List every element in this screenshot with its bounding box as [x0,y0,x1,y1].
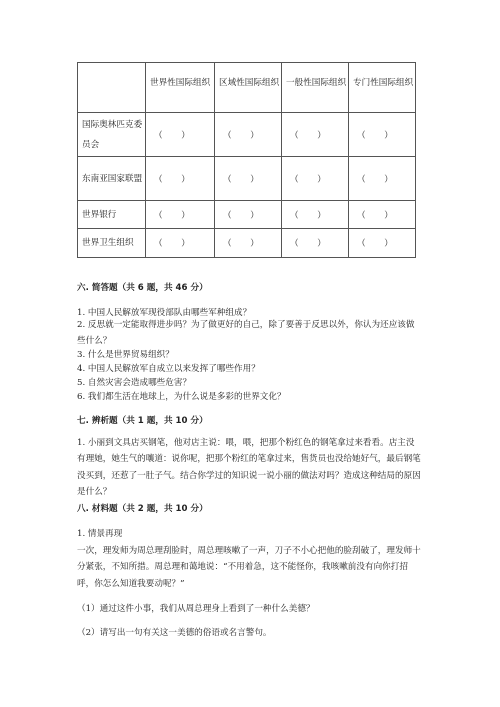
table-header-general: 一般性国际组织 [282,63,349,113]
question-item: 5. 自然灾害会造成哪些危害？ [77,378,192,388]
question-item: （1）通过这件小事，我们从周总理身上看到了一种什么美德？ [77,604,315,614]
question-item: 4. 中国人民解放军自成立以来发挥了哪些作用？ [77,364,260,374]
row-name: 国际奥林匹克委员会 [78,113,146,157]
answer-blank[interactable]: （ ） [282,113,349,157]
table-header-empty [78,63,146,113]
table-row [78,229,416,258]
question-item: 1. 小丽到文具店买钢笔，他对店主说：喂，喂，把那个粉红色的钢笔拿过来看看。店主没有理她，她生气的嚷道：说你呢，把那个粉红的笔拿过来，售货员也没给她好气，最后钢笔没买到，还惹了一肚子气。结合你学过的知识说一说小丽的做法对吗？造成这种结局的原因是什么？ [77,438,421,498]
answer-blank[interactable]: （ ） [215,113,282,157]
table-row [78,201,416,229]
classification-table [77,62,416,258]
table-row [78,113,416,157]
section-8-title: 八. 材料题（共 2 题，共 10 分） [77,504,208,514]
table-header-global: 世界性国际组织 [146,63,215,113]
question-item: 6. 我们都生活在地球上，为什么说是多彩的世界文化？ [77,392,286,402]
material-story: 一次，理发师为周总理刮脸时，周总理咳嗽了一声，刀子不小心把他的脸刮破了，理发师十分紧张，不知所措。周总理和蔼地说：“不用着急，这不能怪你，我咳嗽前没有向你打招呼，你怎么知道我要动呢？” [77,546,421,589]
row-name: 世界银行 [78,201,146,229]
answer-blank[interactable]: （ ） [349,113,416,157]
answer-blank[interactable]: （ ） [215,201,282,229]
table-header-specialized: 专门性国际组织 [349,63,416,113]
answer-blank[interactable]: （ ） [282,229,349,258]
answer-blank[interactable]: （ ） [215,157,282,201]
material-item-title: 1. 情景再现 [77,529,123,539]
answer-blank[interactable]: （ ） [215,229,282,258]
question-item: （2）请写出一句有关这一美德的俗语或名言警句。 [77,628,272,638]
answer-blank[interactable]: （ ） [146,113,215,157]
answer-blank[interactable]: （ ） [349,157,416,201]
answer-blank[interactable]: （ ） [146,229,215,258]
question-item: 1. 中国人民解放军现役部队由哪些军种组成？ [77,308,252,318]
row-name: 东南亚国家联盟 [78,157,146,201]
question-item: 3. 什么是世界贸易组织？ [77,350,174,360]
answer-blank[interactable]: （ ） [349,229,416,258]
question-item: 2. 反思就一定能取得进步吗？为了做更好的自己，除了要善于反思以外，你认为还应该做些什么？ [77,320,415,347]
answer-blank[interactable]: （ ） [146,157,215,201]
section-6-title: 六. 简答题（共 6 题，共 46 分） [77,283,208,293]
table-header-regional: 区域性国际组织 [215,63,282,113]
section-7-title: 七. 辨析题（共 1 题，共 10 分） [77,416,208,426]
answer-blank[interactable]: （ ） [282,157,349,201]
answer-blank[interactable]: （ ） [282,201,349,229]
table-header-row [78,63,416,113]
row-name: 世界卫生组织 [78,229,146,258]
table-row [78,157,416,201]
answer-blank[interactable]: （ ） [349,201,416,229]
answer-blank[interactable]: （ ） [146,201,215,229]
